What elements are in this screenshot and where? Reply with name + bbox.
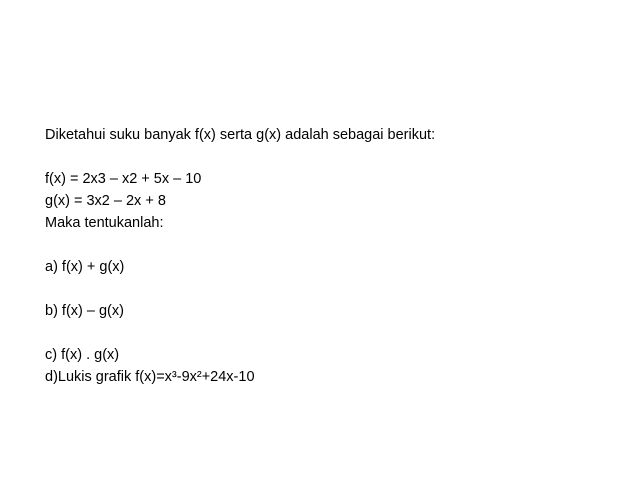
question-a: a) f(x) + g(x) [45,259,125,275]
spacer [45,322,605,344]
question-c: c) f(x) . g(x) [45,347,120,363]
f-definition: f(x) = 2x3 – x2 + 5x – 10 [45,171,202,187]
question-d: d)Lukis grafik f(x)=x³-9x²+24x-10 [45,369,255,385]
spacer [45,278,605,300]
intro-text: Diketahui suku banyak f(x) serta g(x) adalah sebagai berikut: [45,127,436,143]
slide-content [45,124,605,388]
spacer [45,146,605,168]
spacer [45,234,605,256]
instruction-text: Maka tentukanlah: [45,215,164,231]
g-definition: g(x) = 3x2 – 2x + 8 [45,193,166,209]
question-b: b) f(x) – g(x) [45,303,124,319]
